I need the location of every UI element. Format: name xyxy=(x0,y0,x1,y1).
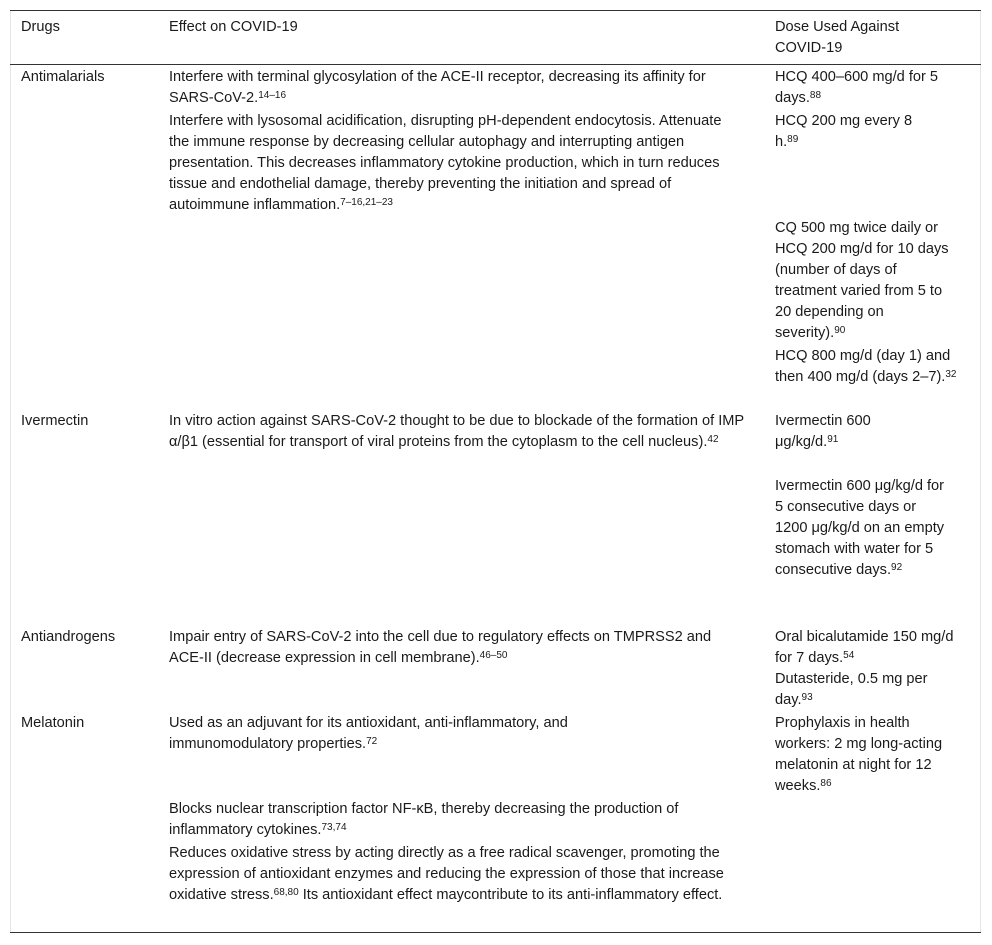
effect-cell: Interfere with lysosomal acidification, disrupting pH-dependent endocytosis. Attenuate the immune response by decreasing cellular autophagy and interrupting antigen presentation. This decreases inflammatory cytokine production, which in turn reduces tissue and endothelial damage, thereby preventing the initiation and spread of autoimmune inflammation.$^{7-16,21-23}$ xyxy=(169,113,722,213)
effect-cell: Blocks nuclear transcription factor NF-κB, thereby decreasing the production of inflammatory cytokines.$^{73,74}$ xyxy=(169,801,679,838)
header-drugs: Drugs xyxy=(21,19,60,35)
drug-melatonin: Melatonin xyxy=(21,715,85,731)
header-dose: Dose Used Against COVID-19 xyxy=(775,19,900,56)
effect-cell: Interfere with terminal glycosylation of the ACE-II receptor, decreasing its affinity for SARS-CoV-2.$^{14-16}$ xyxy=(169,69,706,106)
effect-cell: Reduces oxidative stress by acting directly as a free radical scavenger, promoting the expression of antioxidant enzymes and reducing the expression of those that increase oxidative stress.$^{68,80}$ Its antioxidant effect maycontribute to its anti-inflammatory effect. xyxy=(169,845,724,903)
table-header-rule xyxy=(10,64,981,65)
header-effect: Effect on COVID-19 xyxy=(169,19,298,35)
dose-cell: Dutasteride, 0.5 mg per day.$^{93}$ xyxy=(775,671,928,708)
effect-cell: In vitro action against SARS-CoV-2 thought to be due to blockade of the formation of IMP α/β1 (essential for transport of viral proteins from the cytoplasm to the cell nucleus).$^{42}$ xyxy=(169,413,744,450)
drug-ivermectin: Ivermectin xyxy=(21,413,89,429)
dose-cell: CQ 500 mg twice daily or HCQ 200 mg/d for 10 days (number of days of treatment varied from 5 to 20 depending on severity).$^{90}$ xyxy=(775,220,949,341)
dose-cell: HCQ 200 mg every 8 h.$^{89}$ xyxy=(775,113,913,150)
drug-antiandrogens: Antiandrogens xyxy=(21,629,116,645)
dose-cell: Ivermectin 600 μg/kg/d for 5 consecutive days or 1200 μg/kg/d on an empty stomach with water for 5 consecutive days.$^{92}$ xyxy=(775,478,945,578)
effect-cell: Used as an adjuvant for its antioxidant, anti-inflammatory, and immunomodulatory properties.$^{72}$ xyxy=(169,715,568,752)
dose-cell: HCQ 400–600 mg/d for 5 days.$^{88}$ xyxy=(775,69,939,106)
effect-cell: Impair entry of SARS-CoV-2 into the cell due to regulatory effects on TMPRSS2 and ACE-II (decrease expression in cell membrane).$^{46-50}$ xyxy=(169,629,712,666)
dose-cell: Prophylaxis in health workers: 2 mg long-acting melatonin at night for 12 weeks.$^{86}$ xyxy=(775,715,943,794)
drug-antimalarials: Antimalarials xyxy=(21,69,105,85)
table-top-rule xyxy=(10,10,981,11)
dose-cell: Oral bicalutamide 150 mg/d for 7 days.$^{54}$ xyxy=(775,629,954,666)
dose-cell: HCQ 800 mg/d (day 1) and then 400 mg/d (days 2–7).$^{32}$ xyxy=(775,348,957,385)
table-bottom-rule xyxy=(10,932,981,933)
dose-cell: Ivermectin 600 μg/kg/d.$^{91}$ xyxy=(775,413,871,450)
